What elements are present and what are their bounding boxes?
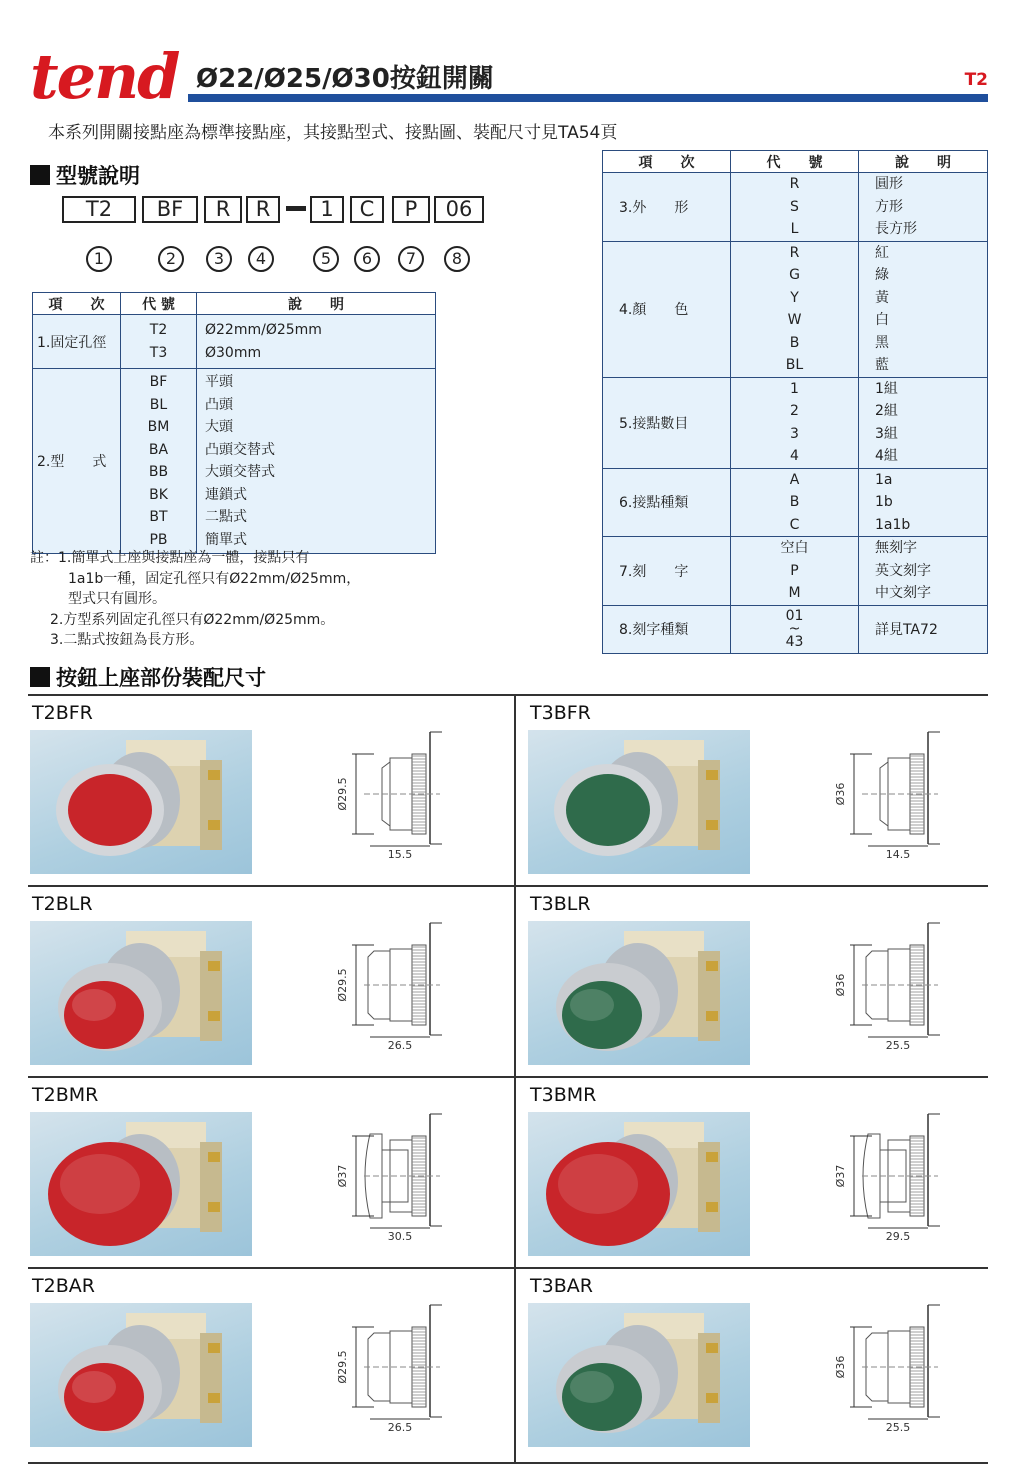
circle-number-8: 8 (444, 246, 470, 272)
row-codes: A B C (731, 468, 859, 537)
table-row (33, 315, 436, 369)
row-codes: R S L (731, 173, 859, 242)
right-header-desc: 說 明 (859, 151, 988, 173)
diameter-label: Ø36 (834, 782, 847, 806)
length-label: 15.5 (387, 848, 413, 861)
model-box-7: P (392, 196, 430, 223)
product-label: T3BFR (530, 702, 591, 724)
row-desc: Ø22mm/Ø25mm Ø30mm (197, 315, 436, 369)
row-item: 4.顏 色 (603, 241, 731, 377)
row-item: 6.接點種類 (603, 468, 731, 537)
right-header-code: 代 號 (731, 151, 859, 173)
length-label: 30.5 (387, 1230, 413, 1243)
model-box-2: BF (142, 196, 198, 223)
table-row (603, 377, 988, 468)
circle-number-7: 7 (398, 246, 424, 272)
circle-number-6: 6 (354, 246, 380, 272)
table-row (603, 605, 988, 653)
table-row (33, 369, 436, 554)
left-header-desc: 說 明 (197, 293, 436, 315)
length-label: 29.5 (885, 1230, 911, 1243)
product-photo (30, 1303, 252, 1447)
circle-number-4: 4 (248, 246, 274, 272)
assembly-section-title: 按鈕上座部份裝配尺寸 (56, 666, 266, 690)
left-spec-table (32, 292, 436, 554)
row-codes: 01 ~ 43 (731, 605, 859, 653)
diameter-label: Ø36 (834, 1355, 847, 1379)
square-bullet-icon (30, 667, 50, 687)
diameter-label: Ø29.5 (336, 968, 349, 1002)
dimension-drawing (330, 724, 470, 864)
note-line: 2.方型系列固定孔徑只有Ø22mm/Ø25mm。 (50, 611, 335, 628)
length-label: 14.5 (885, 848, 911, 861)
product-label: T2BAR (32, 1275, 95, 1297)
row-codes: R G Y W B BL (731, 241, 859, 377)
row-item: 8.刻字種類 (603, 605, 731, 653)
right-spec-table (602, 150, 988, 654)
model-dash (286, 206, 306, 211)
row-codes: BF BL BM BA BB BK BT PB (121, 369, 197, 554)
row-item: 3.外 形 (603, 173, 731, 242)
circle-number-1: 1 (86, 246, 112, 272)
row-desc: 平頭 凸頭 大頭 凸頭交替式 大頭交替式 連鎖式 二點式 簡單式 (197, 369, 436, 554)
row-item: 2.型 式 (33, 369, 121, 554)
product-label: T2BMR (32, 1084, 99, 1106)
product-photo (30, 730, 252, 874)
row-item: 1.固定孔徑 (33, 315, 121, 369)
grid-divider (28, 1076, 988, 1078)
length-label: 26.5 (387, 1421, 413, 1434)
dimension-drawing (828, 1297, 968, 1437)
circle-number-5: 5 (313, 246, 339, 272)
model-section-title: 型號說明 (56, 164, 140, 188)
page-title: Ø22/Ø25/Ø30按鈕開關 (196, 64, 494, 94)
product-label: T3BLR (530, 893, 591, 915)
product-photo (528, 921, 750, 1065)
dimension-drawing (330, 1297, 470, 1437)
circle-number-3: 3 (206, 246, 232, 272)
product-label: T2BFR (32, 702, 93, 724)
header-rule (188, 94, 988, 102)
row-codes: 空白 P M (731, 537, 859, 606)
row-desc: 圓形 方形 長方形 (859, 173, 988, 242)
left-header-code: 代 號 (121, 293, 197, 315)
model-box-4: R (246, 196, 280, 223)
row-desc: 詳見TA72 (859, 605, 988, 653)
dimension-drawing (330, 915, 470, 1055)
diameter-label: Ø29.5 (336, 777, 349, 811)
product-label: T3BMR (530, 1084, 597, 1106)
note-line: 註：1.簡單式上座與接點座為一體，接點只有 (30, 550, 310, 566)
circle-number-2: 2 (158, 246, 184, 272)
right-header-item: 項 次 (603, 151, 731, 173)
diameter-label: Ø29.5 (336, 1350, 349, 1384)
diameter-label: Ø37 (834, 1164, 847, 1188)
square-bullet-icon (30, 165, 50, 185)
note-line: 型式只有圓形。 (68, 591, 166, 607)
dimension-drawing (828, 915, 968, 1055)
assembly-section-heading (30, 662, 266, 692)
grid-vertical-divider (514, 694, 516, 1464)
model-box-6: C (350, 196, 384, 223)
row-desc: 紅 綠 黃 白 黑 藍 (859, 241, 988, 377)
table-row (603, 241, 988, 377)
diameter-label: Ø37 (336, 1164, 349, 1188)
table-row (603, 468, 988, 537)
row-item: 7.刻 字 (603, 537, 731, 606)
row-codes: T2 T3 (121, 315, 197, 369)
product-photo (30, 1112, 252, 1256)
model-box-8: 06 (434, 196, 484, 223)
grid-divider (28, 885, 988, 887)
model-section-heading (30, 160, 140, 190)
table-row (603, 537, 988, 606)
grid-divider (28, 1462, 988, 1464)
diameter-label: Ø36 (834, 973, 847, 997)
dimension-drawing (828, 1106, 968, 1246)
notes (30, 548, 360, 651)
product-photo (528, 730, 750, 874)
product-photo (30, 921, 252, 1065)
note-line: 3.二點式按鈕為長方形。 (50, 632, 204, 648)
grid-divider (28, 1267, 988, 1269)
model-box-5: 1 (310, 196, 344, 223)
product-photo (528, 1112, 750, 1256)
note-line: 1a1b一種，固定孔徑只有Ø22mm/Ø25mm， (68, 570, 361, 587)
table-row (603, 173, 988, 242)
row-desc: 1組 2組 3組 4組 (859, 377, 988, 468)
row-item: 5.接點數目 (603, 377, 731, 468)
product-label: T3BAR (530, 1275, 593, 1297)
intro-text: 本系列開關接點座為標準接點座，其接點型式、接點圖、裝配尺寸見TA54頁 (48, 123, 618, 143)
left-header-item: 項 次 (33, 293, 121, 315)
page-code: T2 (964, 70, 988, 90)
product-photo (528, 1303, 750, 1447)
row-desc: 1a 1b 1a1b (859, 468, 988, 537)
grid-divider (28, 694, 988, 696)
length-label: 25.5 (885, 1421, 911, 1434)
row-desc: 無刻字 英文刻字 中文刻字 (859, 537, 988, 606)
length-label: 26.5 (387, 1039, 413, 1052)
length-label: 25.5 (885, 1039, 911, 1052)
model-box-3: R (204, 196, 242, 223)
dimension-drawing (330, 1106, 470, 1246)
product-label: T2BLR (32, 893, 93, 915)
row-codes: 1 2 3 4 (731, 377, 859, 468)
brand-logo: tend (30, 40, 179, 113)
model-box-1: T2 (62, 196, 136, 223)
dimension-drawing (828, 724, 968, 864)
